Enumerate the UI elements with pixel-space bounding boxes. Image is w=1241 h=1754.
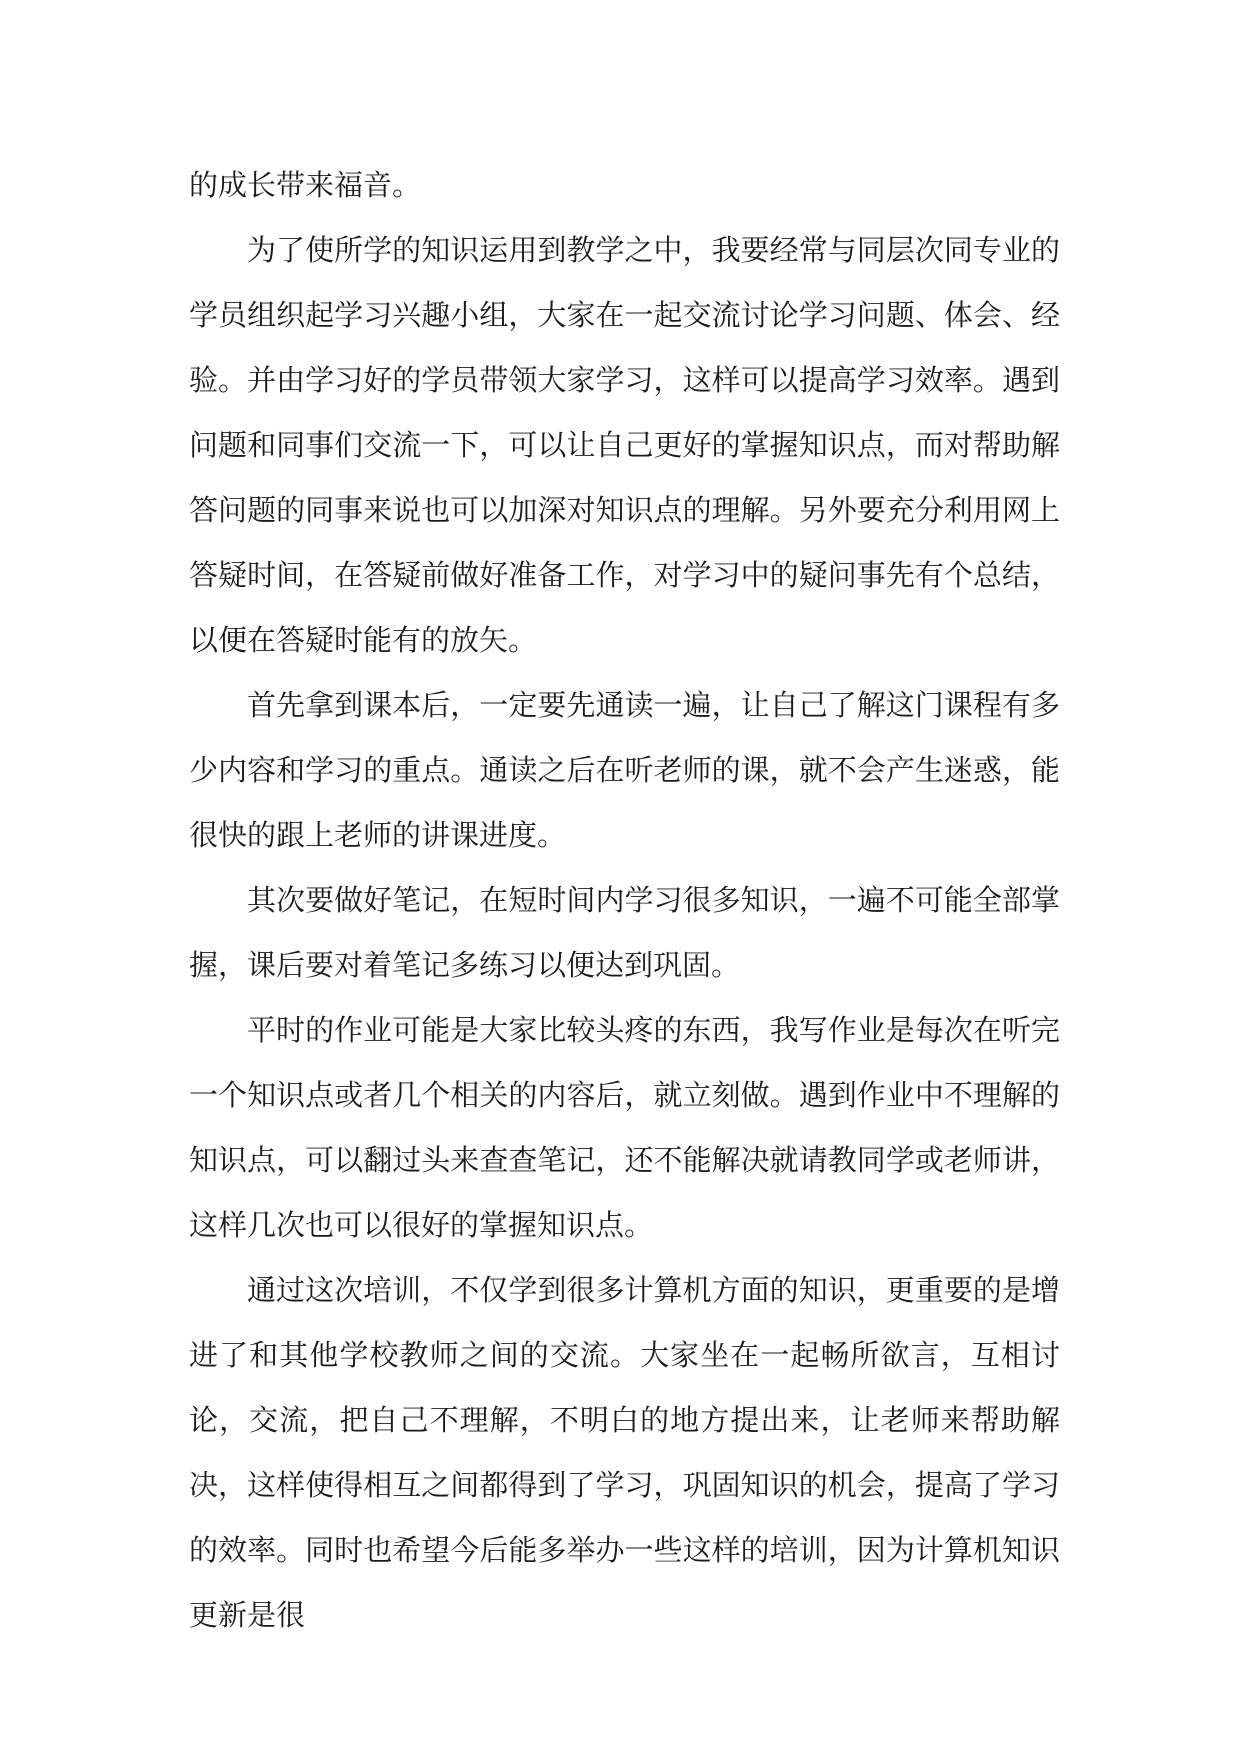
paragraph-1: 的成长带来福音。 <box>189 168 422 202</box>
paragraph-3: 首先拿到课本后，一定要先通读一遍，让自己了解这门课程有多少内容和学习的重点。通读之后在听老师的课，就不会产生迷惑，能很快的跟上老师的讲课进度。 <box>189 688 1060 852</box>
body-text <box>189 153 1060 1648</box>
paragraph-4: 其次要做好笔记，在短时间内学习很多知识，一遍不可能全部掌握，课后要对着笔记多练习以便达到巩固。 <box>189 883 1060 982</box>
paragraph-5: 平时的作业可能是大家比较头疼的东西，我写作业是每次在听完一个知识点或者几个相关的内容后，就立刻做。遇到作业中不理解的知识点，可以翻过头来查查笔记，还不能解决就请教同学或老师讲，这样几次也可以很好的掌握知识点。 <box>189 1013 1060 1242</box>
paragraph-2: 为了使所学的知识运用到教学之中，我要经常与同层次同专业的学员组织起学习兴趣小组，大家在一起交流讨论学习问题、体会、经验。并由学习好的学员带领大家学习，这样可以提高学习效率。遇到问题和同事们交流一下，可以让自己更好的掌握知识点，而对帮助解答问题的同事来说也可以加深对知识点的理解。另外要充分利用网上答疑时间，在答疑前做好准备工作，对学习中的疑问事先有个总结，以便在答疑时能有的放矢。 <box>189 233 1060 657</box>
paragraph-6: 通过这次培训，不仅学到很多计算机方面的知识，更重要的是增进了和其他学校教师之间的交流。大家坐在一起畅所欲言，互相讨论，交流，把自己不理解，不明白的地方提出来，让老师来帮助解决，这样使得相互之间都得到了学习，巩固知识的机会，提高了学习的效率。同时也希望今后能多举办一些这样的培训，因为计算机知识更新是很 <box>189 1273 1060 1632</box>
